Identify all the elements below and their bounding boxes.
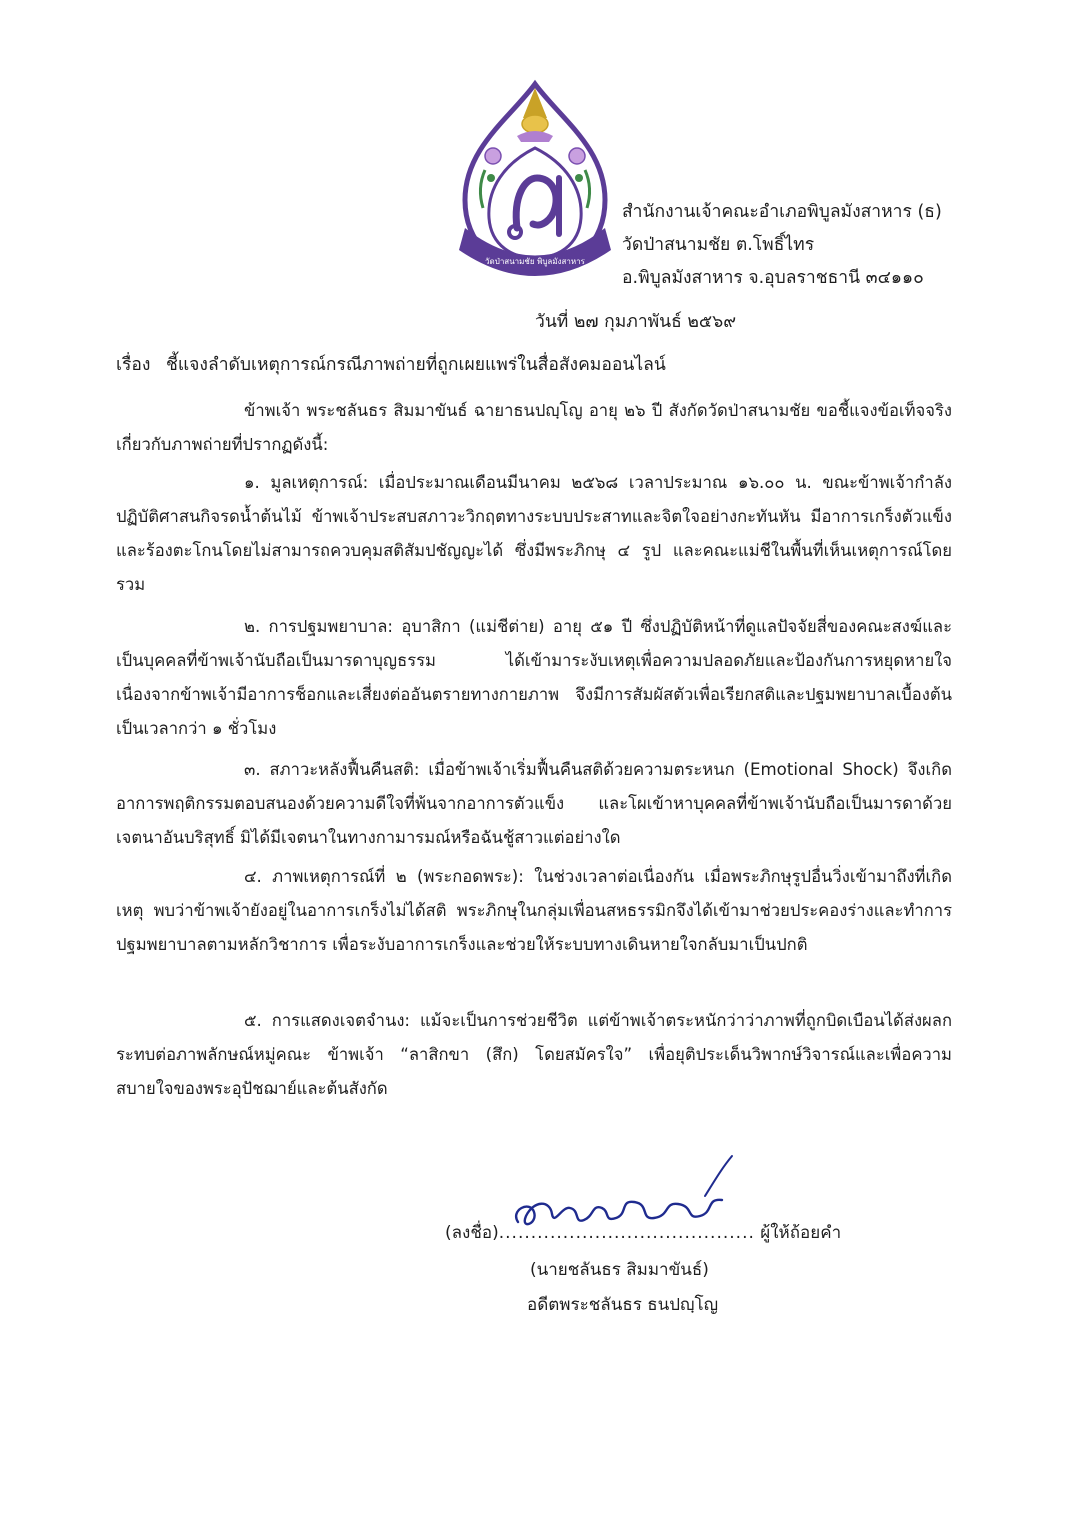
signer-former-name: อดีตพระชลันธร ธนปญฺโญ bbox=[527, 1295, 719, 1315]
signature-line bbox=[445, 1219, 841, 1246]
district-line: อ.พิบูลมังสาหาร จ.อุบลราชธานี ๓๔๑๑๐ bbox=[622, 268, 924, 288]
paragraph-5 bbox=[116, 1004, 952, 1106]
paragraph-3 bbox=[116, 753, 952, 855]
temple-seal-logo bbox=[455, 78, 615, 278]
sign-role: ผู้ให้ถ้อยคำ bbox=[760, 1223, 842, 1243]
subject-line bbox=[116, 350, 666, 378]
paragraph-1 bbox=[116, 466, 952, 602]
intro-text: ข้าพเจ้า พระชลันธร สิมมาขันธ์ ฉายาธนปญฺโญ อายุ ๒๖ ปี สังกัดวัดป่าสนามชัย ขอชี้แจงข้อเท็จจริงเกี่ยวกับภาพถ่ายที่ปรากฏดังนี้: bbox=[116, 401, 952, 454]
paragraph-3-text: ๓. สภาวะหลังฟื้นคืนสติ: เมื่อข้าพเจ้าเริ่มฟื้นคืนสติด้วยความตระหนก (Emotional Shock) จึงเกิดอาการพฤติกรรมตอบสนองด้วยความดีใจที่พ้นจากอาการตัวแข็ง และโผเข้าหาบุคคลที่ข้าพเจ้านับถือเป็นมารดาด้วยเจตนาอันบริสุทธิ์ มิได้มีเจตนาในทางกามารมณ์หรือฉันชู้สาวแต่อย่างใด bbox=[116, 760, 952, 847]
office-name: สำนักงานเจ้าคณะอำเภอพิบูลมังสาหาร (ธ) bbox=[622, 202, 942, 222]
letter-date: วันที่ ๒๗ กุมภาพันธ์ ๒๕๖๙ bbox=[535, 312, 737, 332]
paragraph-1-text: ๑. มูลเหตุการณ์: เมื่อประมาณเดือนมีนาคม ๒๕๖๘ เวลาประมาณ ๑๖.๐๐ น. ขณะข้าพเจ้ากำลังปฏิบัติศาสนกิจรดน้ำต้นไม้ ข้าพเจ้าประสบสภาวะวิกฤตทางระบบประสาทและจิตใจอย่างกะทันหัน มีอาการเกร็งตัวแข็งและร้องตะโกนโดยไม่สามารถควบคุมสติสัมปชัญญะได้ ซึ่งมีพระภิกษุ ๔ รูป และคณะแม่ชีในพื้นที่เห็นเหตุการณ์โดยรวม bbox=[116, 473, 952, 594]
sign-prefix: (ลงชื่อ) bbox=[445, 1223, 499, 1243]
temple-name: วัดป่าสนามชัย ต.โพธิ์ไทร bbox=[622, 235, 815, 255]
letterhead-address bbox=[622, 196, 942, 295]
paragraph-2 bbox=[116, 610, 952, 746]
subject-text: ชี้แจงลำดับเหตุการณ์กรณีภาพถ่ายที่ถูกเผยแพร่ในสื่อสังคมออนไลน์ bbox=[166, 355, 666, 375]
paragraph-4 bbox=[116, 860, 952, 962]
seal-text: วัดป่าสนามชัย พิบูลมังสาหาร bbox=[485, 257, 585, 266]
paragraph-4-text: ๔. ภาพเหตุการณ์ที่ ๒ (พระกอดพระ): ในช่วงเวลาต่อเนื่องกัน เมื่อพระภิกษุรูปอื่นวิ่งเข้ามาถึงที่เกิดเหตุ พบว่าข้าพเจ้ายังอยู่ในอาการเกร็งไม่ได้สติ พระภิกษุในกลุ่มเพื่อนสหธรรมิกจึงได้เข้ามาช่วยประคองร่างและทำการปฐมพยาบาลตามหลักวิชาการ เพื่อระงับอาการเกร็งและช่วยให้ระบบทางเดินหายใจกลับมาเป็นปกติ bbox=[116, 867, 952, 954]
signer-name: (นายชลันธร สิมมาขันธ์) bbox=[530, 1260, 709, 1280]
paragraph-5-text: ๕. การแสดงเจตจำนง: แม้จะเป็นการช่วยชีวิต แต่ข้าพเจ้าตระหนักว่าว่าภาพที่ถูกบิดเบือนได้ส่งผลกระทบต่อภาพลักษณ์หมู่คณะ ข้าพเจ้า “ลาสิกขา (สึก) โดยสมัครใจ” เพื่อยุติประเด็นวิพากษ์วิจารณ์และเพื่อความสบายใจของพระอุปัชฌาย์และต้นสังกัด bbox=[116, 1011, 952, 1098]
paragraph-2-text: ๒. การปฐมพยาบาล: อุบาสิกา (แม่ชีต่าย) อายุ ๕๑ ปี ซึ่งปฏิบัติหน้าที่ดูแลปัจจัยสี่ของคณะสงฆ์และเป็นบุคคลที่ข้าพเจ้านับถือเป็นมารดาบุญธรรม ได้เข้ามาระงับเหตุเพื่อความปลอดภัยและป้องกันการหยุดหายใจ เนื่องจากข้าพเจ้ามีอาการช็อกและเสี่ยงต่ออันตรายทางกายภาพ จึงมีการสัมผัสตัวเพื่อเรียกสติและปฐมพยาบาลเบื้องต้นเป็นเวลากว่า ๑ ชั่วโมง bbox=[116, 617, 952, 738]
subject-label: เรื่อง bbox=[116, 355, 151, 375]
intro-paragraph bbox=[116, 394, 952, 462]
sign-dots: ........................................ bbox=[498, 1223, 755, 1243]
